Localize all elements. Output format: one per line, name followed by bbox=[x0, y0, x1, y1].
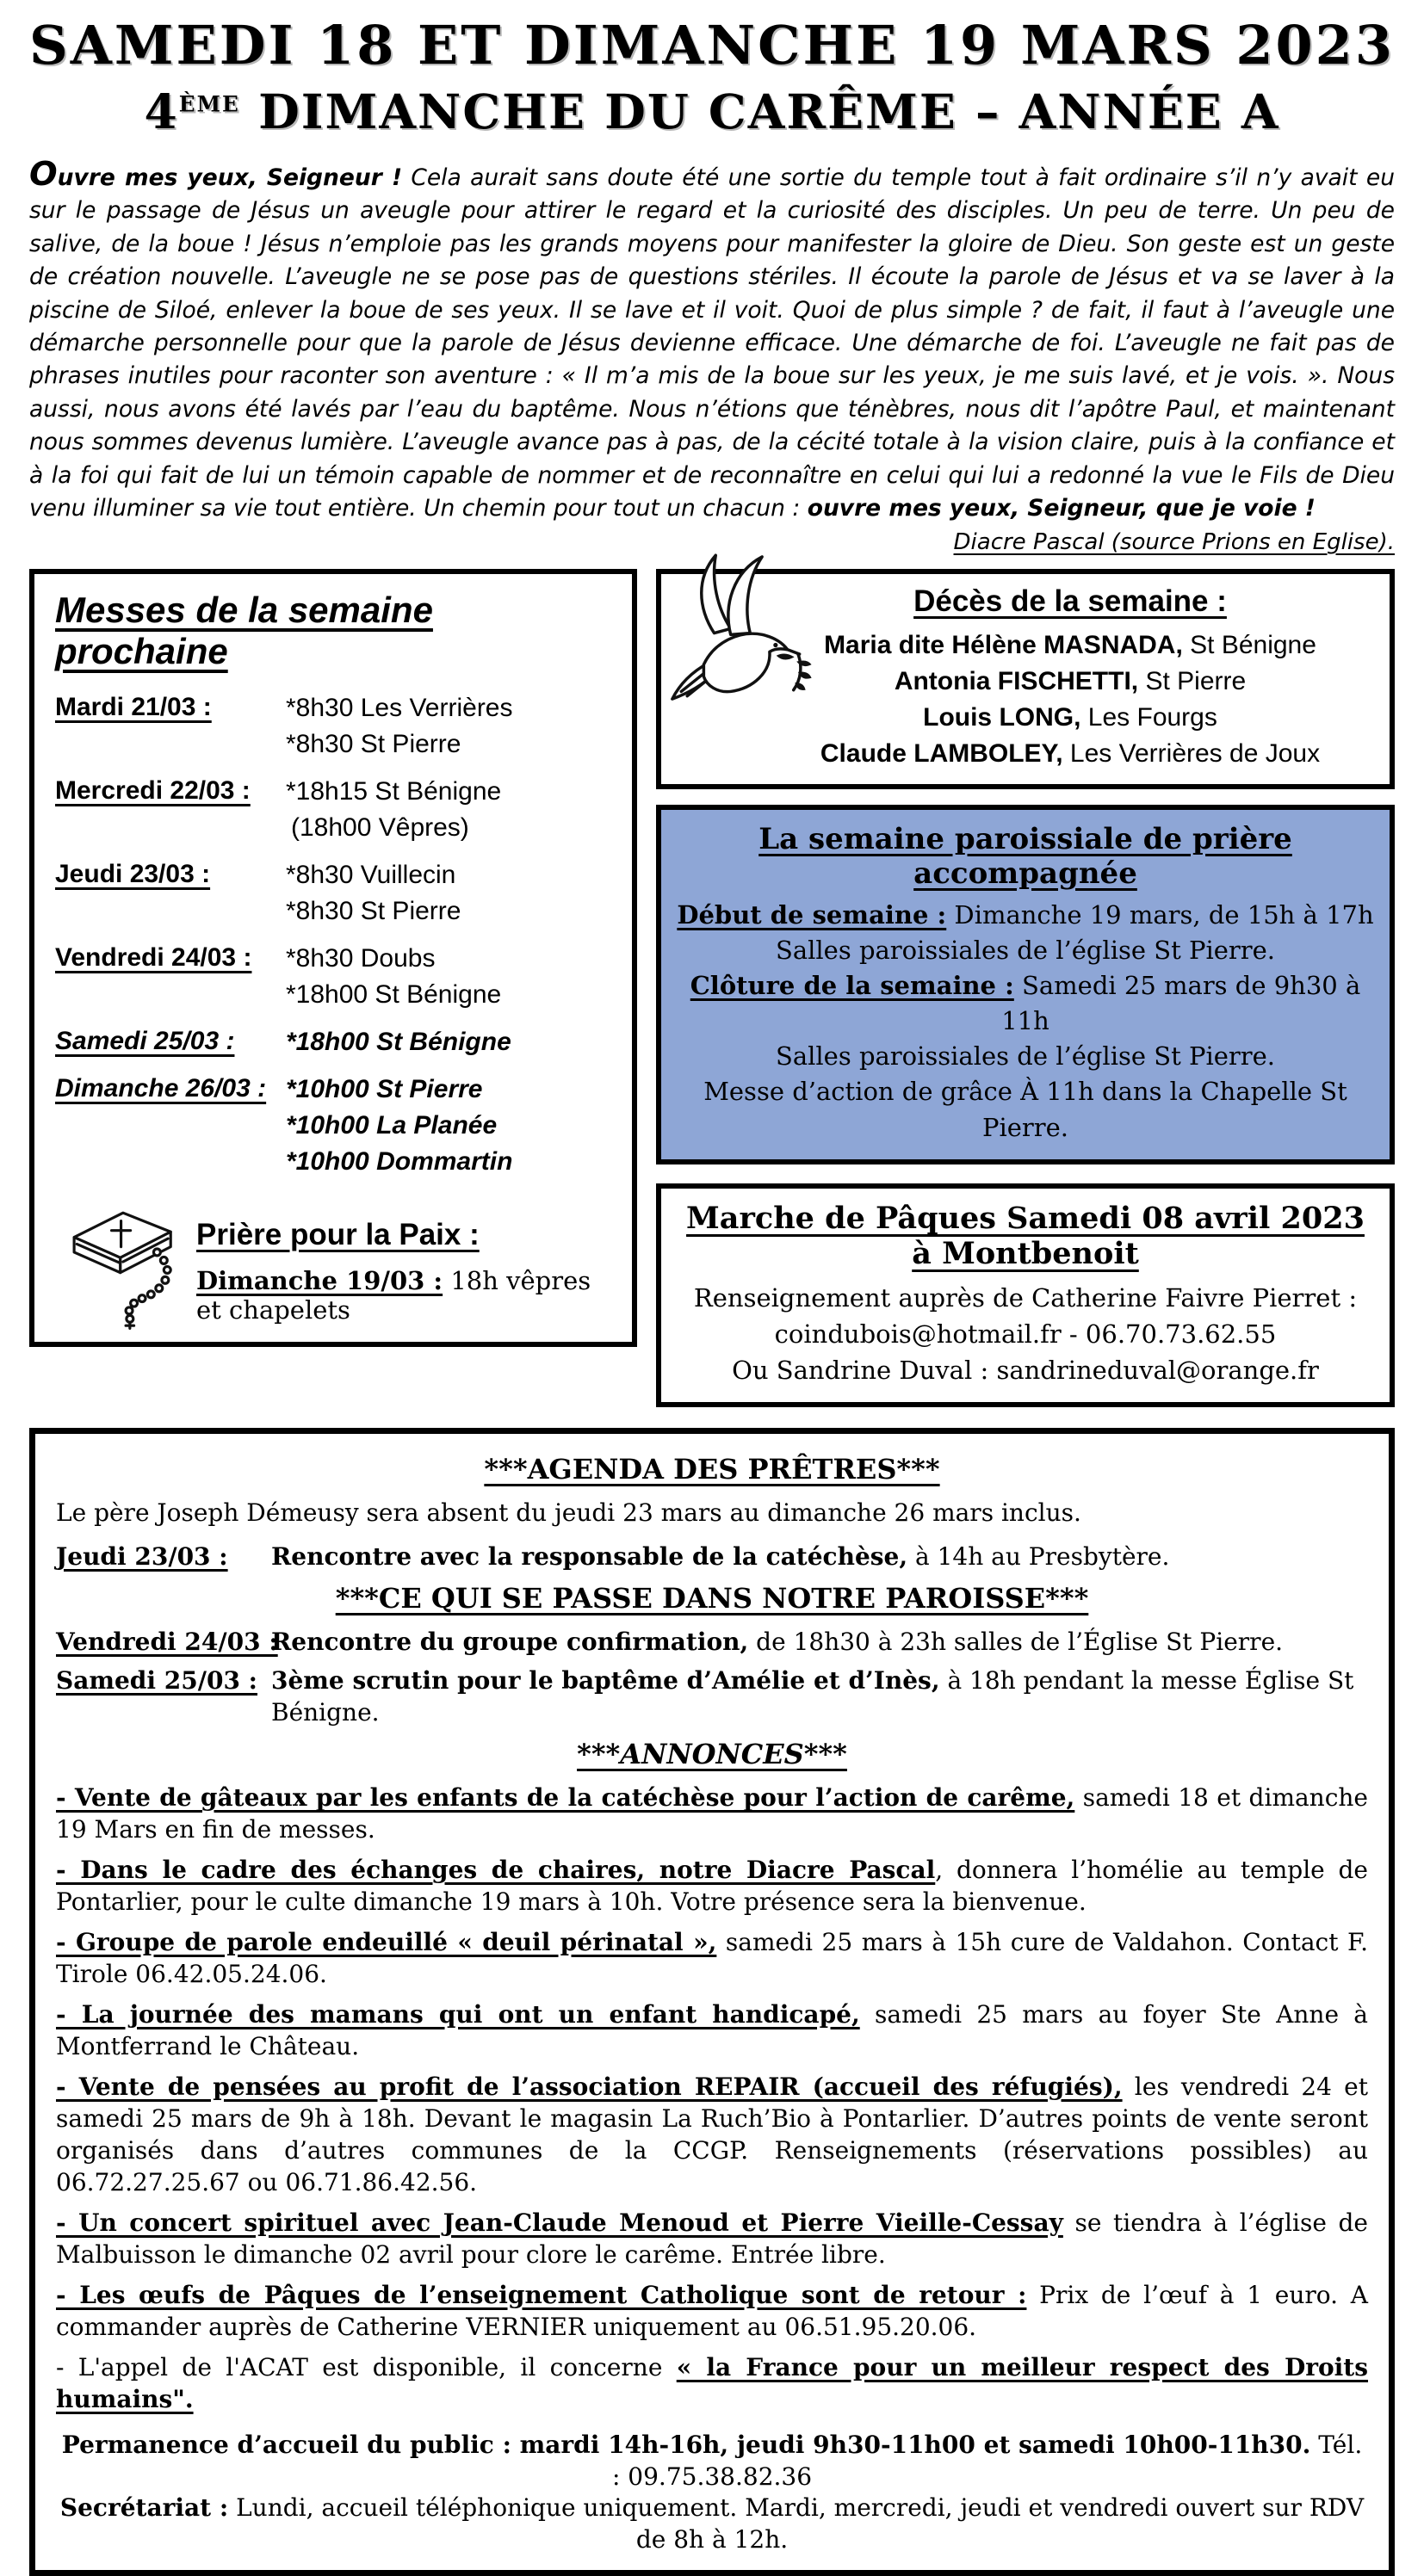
meditation-lead bbox=[29, 154, 403, 194]
annonce-item bbox=[56, 1782, 1368, 1846]
mass-time: *10h00 St Pierre bbox=[286, 1074, 483, 1103]
meditation-attribution: Diacre Pascal (source Prions en Eglise). bbox=[953, 528, 1395, 555]
page-title-date: SAMEDI 18 ET DIMANCHE 19 MARS 2023 bbox=[29, 14, 1395, 77]
mass-day: Mercredi 22/03 : bbox=[55, 775, 251, 805]
mass-time: *8h30 Vuillecin bbox=[286, 860, 456, 889]
agenda-item-bold: Rencontre avec la responsable de la catéchèse, bbox=[271, 1542, 908, 1572]
easter-walk-title: Marche de Pâques Samedi 08 avril 2023 à Montbenoit bbox=[686, 1200, 1365, 1271]
prayer-title: Prière pour la Paix : bbox=[196, 1217, 480, 1251]
prayer-for-peace-zone bbox=[55, 1194, 611, 1330]
meditation-lead-text: uvre mes yeux, Seigneur ! bbox=[57, 164, 403, 191]
prayer-for-peace-text bbox=[196, 1218, 611, 1330]
mass-row-vendredi bbox=[55, 943, 611, 1016]
parish-events-heading-text: ***CE QUI SE PASSE DANS NOTRE PAROISSE*** bbox=[335, 1582, 1089, 1615]
secretariat-line bbox=[56, 2493, 1368, 2556]
death-place: Les Verrières de Joux bbox=[1062, 738, 1321, 768]
easter-walk-box bbox=[656, 1183, 1395, 1407]
prayer-week-close bbox=[677, 968, 1374, 1039]
mass-day: Dimanche 26/03 : bbox=[55, 1073, 267, 1103]
close-detail: Samedi 25 mars de 9h30 à 11h bbox=[1001, 970, 1361, 1036]
death-entry bbox=[765, 700, 1376, 736]
meditation-paragraph bbox=[29, 154, 1395, 526]
annonce-item bbox=[56, 2072, 1368, 2199]
meditation-body: Cela aurait sans doute été une sortie du temple tout à fait ordinaire s’il n’y avait eu sur le passage de Jésus un aveugle pour attirer le regard et la curiosité des disciples. Un peu de terre. Un peu de salive, de la boue ! Jésus n’emploie pas les grands moyens pour manifester la gloire de Dieu. Son geste est un geste de création nouvelle. L’aveugle ne se pose pas de questions stériles. Il écoute la parole de Jésus et va se laver à la piscine de Siloé, enlever la boue de ses yeux. Il se lave et il voit. Quoi de plus simple ? de fait, il faut à l’aveugle une démarche personnelle pour que la parole de Jésus devienne efficace. Une démarche de foi. L’aveugle ne fait pas de phrases inutiles pour raconter son aventure : « Il m’a mis de la boue sur les yeux, je me suis lavé, et je vois. ». Nous aussi, nous avons été lavés par l’eau du baptême. Nous n’étions que ténèbres, nous dit l’apôtre Paul, et maintenant nous sommes devenus lumière. L’aveugle avance pas à pas, de la cécité totale à la vision claire, puis à la confiance et à la foi qui fait de lui un témoin capable de nommer et de reconnaître en celui qui lui a redonné la vue le Fils de Dieu venu illuminer sa vie tout entière. Un chemin pour tout un chacun : bbox=[29, 164, 1395, 522]
annonce-rest: Prix de l’œuf à 1 euro. A commander auprès de Catherine VERNIER uniquement au 06.51.95.20.06. bbox=[56, 2280, 1368, 2341]
annonce-item bbox=[56, 1855, 1368, 1918]
death-entry bbox=[765, 627, 1376, 664]
bible-rosary-icon bbox=[55, 1194, 184, 1330]
mass-times bbox=[286, 860, 611, 932]
annonce-item bbox=[56, 2208, 1368, 2271]
annonce-lead: « la France pour un meilleur respect des Droits humains". bbox=[56, 2352, 1368, 2413]
parish-event-rest: de 18h30 à 23h salles de l’Église St Pierre. bbox=[748, 1628, 1284, 1657]
parish-events-heading bbox=[56, 1580, 1368, 1616]
meditation-initial: O bbox=[29, 154, 58, 194]
parish-event-row bbox=[56, 1665, 1368, 1729]
mass-times bbox=[286, 776, 611, 849]
mass-time: *10h00 La Planée bbox=[286, 1110, 498, 1140]
parish-event-text bbox=[271, 1665, 1368, 1729]
prayer-week-room1: Salles paroissiales de l’église St Pierre. bbox=[775, 935, 1276, 965]
annonce-rest: , donnera l’homélie au temple de Pontarlier, pour le culte dimanche 19 mars à 10h. Votre présence sera la bienvenue. bbox=[56, 1856, 1368, 1917]
annonce-lead: - Les œufs de Pâques de l’enseignement Catholique sont de retour : bbox=[56, 2280, 1027, 2309]
annonce-lead: - Vente de gâteaux par les enfants de la catéchèse pour l’action de carême, bbox=[56, 1783, 1075, 1813]
parish-event-row bbox=[56, 1627, 1368, 1659]
secretariat-label: Secrétariat : bbox=[59, 2493, 229, 2523]
parish-event-day: Vendredi 24/03 : bbox=[56, 1628, 278, 1657]
page-title-liturgical bbox=[29, 83, 1395, 139]
title2-text: DIMANCHE DU CARÊME – ANNÉE A bbox=[239, 83, 1280, 139]
death-place: Les Fourgs bbox=[1080, 702, 1217, 732]
agenda-item-text bbox=[271, 1541, 1368, 1573]
mass-times bbox=[286, 693, 611, 765]
mass-day: Mardi 21/03 : bbox=[55, 692, 212, 721]
death-name: Louis LONG, bbox=[923, 702, 1081, 732]
death-name: Claude LAMBOLEY, bbox=[820, 738, 1063, 768]
annonce-rest: samedi 18 et dimanche 19 Mars en fin de messes. bbox=[56, 1783, 1369, 1844]
death-entry bbox=[765, 664, 1376, 700]
prayer-detail: 18h vêpres et chapelets bbox=[196, 1265, 591, 1325]
title2-number: 4 bbox=[144, 83, 179, 139]
priest-absence-line: Le père Joseph Démeusy sera absent du jeudi 23 mars au dimanche 26 mars inclus. bbox=[56, 1498, 1081, 1528]
mass-times bbox=[286, 1074, 611, 1183]
right-column bbox=[656, 569, 1395, 1407]
annonce-rest: samedi 25 mars au foyer Ste Anne à Montferrand le Château. bbox=[56, 2000, 1368, 2061]
death-name: Antonia FISCHETTI, bbox=[894, 666, 1139, 695]
annonce-lead: - Vente de pensées au profit de l’association REPAIR (accueil des réfugiés), bbox=[56, 2073, 1123, 2102]
mass-row-mardi bbox=[55, 693, 611, 765]
start-label: Début de semaine : bbox=[677, 899, 947, 930]
easter-walk-alt-contact: Ou Sandrine Duval : sandrineduval@orange.fr bbox=[732, 1355, 1319, 1385]
parish-event-text bbox=[271, 1627, 1368, 1659]
annonce-rest: samedi 25 mars à 15h cure de Valdahon. Contact F. Tirole 06.42.05.24.06. bbox=[56, 1928, 1368, 1989]
death-entry bbox=[765, 736, 1376, 772]
prayer-line bbox=[196, 1266, 611, 1325]
annonce-rest: se tiendra à l’église de Malbuisson le dimanche 02 avril pour clore le carême. Entrée libre. bbox=[56, 2208, 1368, 2269]
parish-event-bold: 3ème scrutin pour le baptême d’Amélie et d’Inès, bbox=[271, 1666, 940, 1696]
parish-event-day: Samedi 25/03 : bbox=[56, 1666, 258, 1696]
reception-phone: Tél. : 09.75.38.82.36 bbox=[611, 2430, 1363, 2491]
agenda-item-rest: à 14h au Presbytère. bbox=[907, 1542, 1170, 1572]
prayer-week-title: La semaine paroissiale de prière accompagnée bbox=[758, 821, 1292, 891]
secretariat-detail: Lundi, accueil téléphonique uniquement. Mardi, mercredi, jeudi et vendredi ouvert sur RDV de 8h à 12h. bbox=[228, 2493, 1365, 2554]
close-label: Clôture de la semaine : bbox=[690, 970, 1014, 1000]
agenda-heading bbox=[56, 1451, 1368, 1487]
mass-time: *18h00 St Bénigne bbox=[286, 979, 502, 1009]
annonce-lead: - Dans le cadre des échanges de chaires, notre Diacre Pascal bbox=[56, 1856, 936, 1885]
middle-columns bbox=[29, 569, 1395, 1407]
mass-time: *18h00 St Bénigne bbox=[286, 1027, 511, 1056]
dove-icon bbox=[658, 545, 817, 717]
mass-time: *8h30 St Pierre bbox=[286, 729, 461, 758]
mass-times bbox=[286, 943, 611, 1016]
easter-walk-email-phone: coindubois@hotmail.fr - 06.70.73.62.55 bbox=[774, 1319, 1277, 1349]
parish-event-bold: Rencontre du groupe confirmation, bbox=[271, 1628, 749, 1657]
mass-day: Vendredi 24/03 : bbox=[55, 942, 252, 972]
title2-ordinal: ÈME bbox=[178, 91, 240, 117]
prayer-day-label: Dimanche 19/03 : bbox=[196, 1265, 443, 1295]
annonce-lead: - Un concert spirituel avec Jean-Claude Menoud et Pierre Vieille-Cessay bbox=[56, 2208, 1063, 2237]
annonce-item bbox=[56, 1927, 1368, 1991]
annonce-item-acat bbox=[56, 2352, 1368, 2416]
easter-walk-contact: Renseignement auprès de Catherine Faivre Pierret : bbox=[693, 1282, 1358, 1313]
prayer-week-box bbox=[656, 805, 1395, 1164]
agenda-item-row bbox=[56, 1541, 1368, 1573]
annonce-lead: - La journée des mamans qui ont un enfant handicapé, bbox=[56, 2000, 860, 2029]
annonce-lead: - Groupe de parole endeuillé « deuil périnatal », bbox=[56, 1928, 717, 1957]
death-name: Maria dite Hélène MASNADA, bbox=[824, 630, 1183, 659]
mass-row-jeudi bbox=[55, 860, 611, 932]
annonce-rest: les vendredi 24 et samedi 25 mars de 9h à 18h. Devant le magasin La Ruch’Bio à Pontarlier. D’autres points de vente seront organisés dans d’autres communes de la CCGP. Renseignements (réservations possibles) au 06.72.27.25.67 ou 06.71.86.42.56. bbox=[56, 2073, 1368, 2196]
header-titles bbox=[29, 14, 1395, 139]
mass-time: *10h00 Dommartin bbox=[286, 1146, 513, 1176]
prayer-week-start bbox=[677, 898, 1374, 933]
mass-time: *18h15 St Bénigne bbox=[286, 776, 502, 806]
start-detail: Dimanche 19 mars, de 15h à 17h bbox=[946, 899, 1374, 930]
death-place: St Bénigne bbox=[1182, 630, 1316, 659]
meditation-bold-end: ouvre mes yeux, Seigneur, que je voie ! bbox=[807, 495, 1316, 522]
annonces-heading-text: ***ANNONCES*** bbox=[577, 1738, 847, 1771]
mass-time: *8h30 St Pierre bbox=[286, 896, 461, 925]
prayer-week-room2: Salles paroissiales de l’église St Pierre. bbox=[775, 1041, 1276, 1072]
mass-times bbox=[286, 1027, 611, 1063]
agenda-heading-text: ***AGENDA DES PRÊTRES*** bbox=[484, 1452, 940, 1486]
mass-row-dimanche bbox=[55, 1074, 611, 1183]
reception-hours-bold: Permanence d’accueil du public : mardi 14h-16h, jeudi 9h30-11h00 et samedi 10h00-11h30. bbox=[61, 2430, 1311, 2459]
announcements-box bbox=[29, 1428, 1395, 2576]
mass-row-mercredi bbox=[55, 776, 611, 849]
reception-hours-line bbox=[56, 2430, 1368, 2493]
masses-title: Messes de la semaine prochaine bbox=[55, 589, 433, 671]
agenda-item-day: Jeudi 23/03 : bbox=[56, 1542, 228, 1572]
annonce-pre: - L'appel de l'ACAT est disponible, il concerne bbox=[56, 2352, 677, 2381]
deaths-title: Décès de la semaine : bbox=[913, 584, 1227, 618]
annonces-heading bbox=[56, 1736, 1368, 1772]
parish-event-rest: à 18h pendant la messe Église St Bénigne. bbox=[271, 1666, 1354, 1727]
death-place: St Pierre bbox=[1138, 666, 1247, 695]
mass-day: Samedi 25/03 : bbox=[55, 1026, 235, 1055]
annonce-item bbox=[56, 1999, 1368, 2063]
masses-box bbox=[29, 569, 637, 1347]
mass-time: *8h30 Doubs bbox=[286, 943, 436, 973]
mass-row-samedi bbox=[55, 1027, 611, 1063]
mass-day: Jeudi 23/03 : bbox=[55, 859, 211, 888]
prayer-week-mass: Messe d’action de grâce À 11h dans la Chapelle St Pierre. bbox=[703, 1077, 1347, 1142]
mass-time: *8h30 Les Verrières bbox=[286, 693, 513, 722]
mass-time: (18h00 Vêpres) bbox=[291, 812, 469, 842]
annonce-item bbox=[56, 2280, 1368, 2344]
